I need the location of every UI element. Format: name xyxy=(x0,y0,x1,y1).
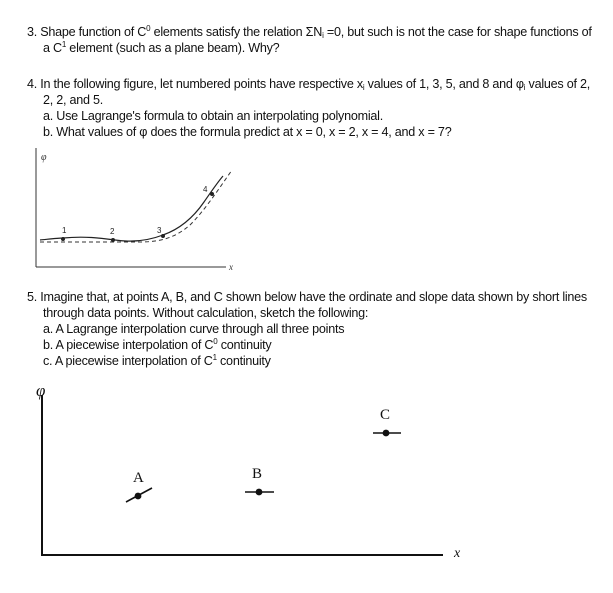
question-5-line-2: through data points. Without calculation, sketch the following: xyxy=(43,306,369,320)
question-4-line-1: 4. In the following figure, let numbered points have respective $x_i$ values of 1, 3, 5, and 8 and $\varphi_i$ values of 2, xyxy=(27,77,590,92)
fig2-point-c xyxy=(383,430,390,437)
question-4-item-b: b. What values of φ does the formula predict at x = 0, x = 2, x = 4, and x = 7? xyxy=(43,125,452,139)
fig2-point-b xyxy=(256,489,263,496)
subscript: i xyxy=(322,31,324,40)
fig2-label-c: C xyxy=(380,407,391,423)
question-4-line-2: 2, 2, and 5. xyxy=(43,93,104,107)
subscript: i xyxy=(523,83,526,92)
superscript: 1 xyxy=(61,40,67,49)
fig1-label-1: 1 xyxy=(62,226,67,235)
question-3-line-1: 3. Shape function of $C^0$ elements satisfy the relation $\Sigma N_i =0$, but such is not the case for shape functions of xyxy=(27,24,592,40)
fig1-label-2: 2 xyxy=(110,227,115,236)
fig2-y-axis-label: φ xyxy=(36,381,46,400)
fig1-label-3: 3 xyxy=(157,226,162,235)
superscript: 0 xyxy=(213,337,218,346)
subscript: i xyxy=(362,83,365,92)
fig2-point-a xyxy=(135,493,142,500)
question-5-item-b: b. A piecewise interpolation of $C^0$ continuity xyxy=(43,337,272,352)
question-4-item-a: a. Use Lagrange's formula to obtain an interpolating polynomial. xyxy=(43,109,383,123)
fig1-label-4: 4 xyxy=(203,185,208,194)
question-5-line-1: 5. Imagine that, at points A, B, and C shown below have the ordinate and slope data shown by short lines xyxy=(27,290,587,304)
superscript: 1 xyxy=(212,353,217,362)
question-5-item-a: a. A Lagrange interpolation curve through all three points xyxy=(43,322,345,336)
question-3-line-2: a $C^1$ element (such as a plane beam). Why? xyxy=(43,40,280,55)
fig1-y-axis-label: φ xyxy=(41,152,47,163)
superscript: 0 xyxy=(146,24,151,33)
fig2-label-b: B xyxy=(252,466,263,482)
question-5-item-c: c. A piecewise interpolation of $C^1$ continuity xyxy=(43,353,271,368)
fig2-x-axis-label: x xyxy=(454,546,461,561)
fig1-x-axis-label: x xyxy=(229,262,233,272)
fig2-label-a: A xyxy=(133,470,144,486)
